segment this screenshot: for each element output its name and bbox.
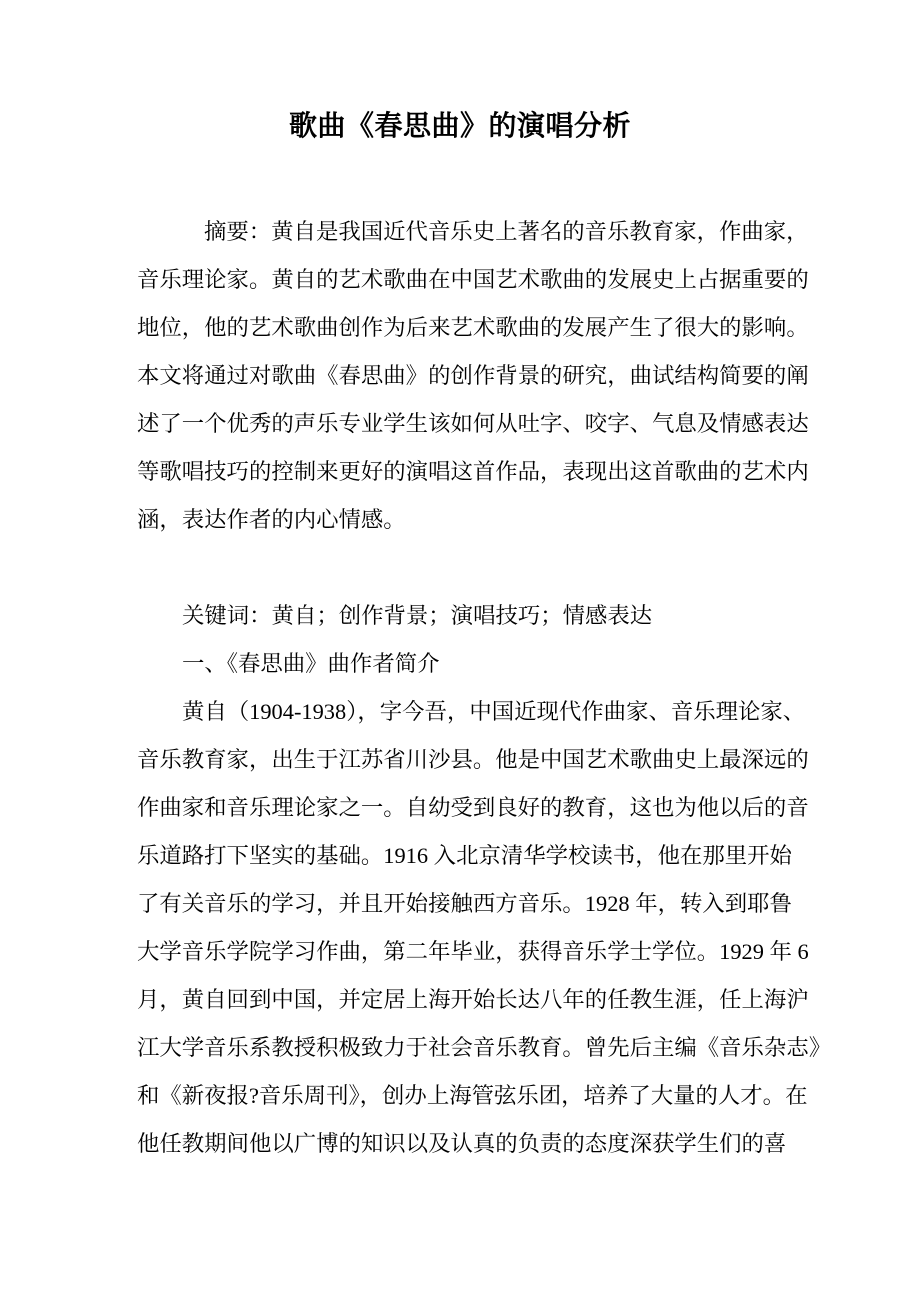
document-body	[137, 208, 832, 1168]
title-spacer	[0, 150, 920, 208]
paragraph-spacer	[137, 544, 809, 592]
body-line: 乐道路打下坚实的基础。1916 入北京清华学校读书，他在那里开始	[137, 843, 792, 868]
abstract-paragraph	[137, 208, 809, 544]
body-line: 月，黄自回到中国，并定居上海开始长达八年的任教生涯，任上海沪	[137, 987, 809, 1012]
abstract-line: 涵，表达作者的内心情感。	[137, 507, 406, 532]
body-line: 了有关音乐的学习，并且开始接触西方音乐。1928 年，转入到耶鲁	[137, 891, 792, 916]
body-line: 黄自（1904-1938），字今吾，中国近现代作曲家、音乐理论家、	[182, 699, 806, 724]
biography-paragraph	[137, 688, 832, 1168]
body-line: 大学音乐学院学习作曲，第二年毕业，获得音乐学士学位。1929 年 6	[137, 939, 809, 964]
body-line: 作曲家和音乐理论家之一。自幼受到良好的教育，这也为他以后的音	[137, 795, 809, 820]
abstract-line: 地位，他的艺术歌曲创作为后来艺术歌曲的发展产生了很大的影响。	[137, 315, 809, 340]
abstract-line: 音乐理论家。黄自的艺术歌曲在中国艺术歌曲的发展史上占据重要的	[137, 267, 809, 292]
body-line: 他任教期间他以广博的知识以及认真的负责的态度深获学生们的喜	[137, 1131, 787, 1156]
body-line: 和《新夜报?音乐周刊》，创办上海管弦乐团，培养了大量的人才。在	[137, 1083, 808, 1108]
body-line: 音乐教育家，出生于江苏省川沙县。他是中国艺术歌曲史上最深远的	[137, 747, 809, 772]
keywords-line: 关键词：黄自；创作背景；演唱技巧；情感表达	[182, 603, 653, 628]
abstract-line: 述了一个优秀的声乐专业学生该如何从吐字、咬字、气息及情感表达	[137, 411, 809, 436]
body-line: 江大学音乐系教授积极致力于社会音乐教育。曾先后主编《音乐杂志》	[137, 1035, 832, 1060]
abstract-line: 等歌唱技巧的控制来更好的演唱这首作品，表现出这首歌曲的艺术内	[137, 459, 809, 484]
abstract-line: 摘要：黄自是我国近代音乐史上著名的音乐教育家，作曲家，	[204, 219, 809, 244]
abstract-line: 本文将通过对歌曲《春思曲》的创作背景的研究，曲试结构简要的阐	[137, 363, 809, 388]
section-heading: 一、《春思曲》曲作者简介	[182, 651, 440, 676]
document-title: 歌曲《春思曲》的演唱分析	[288, 111, 631, 142]
